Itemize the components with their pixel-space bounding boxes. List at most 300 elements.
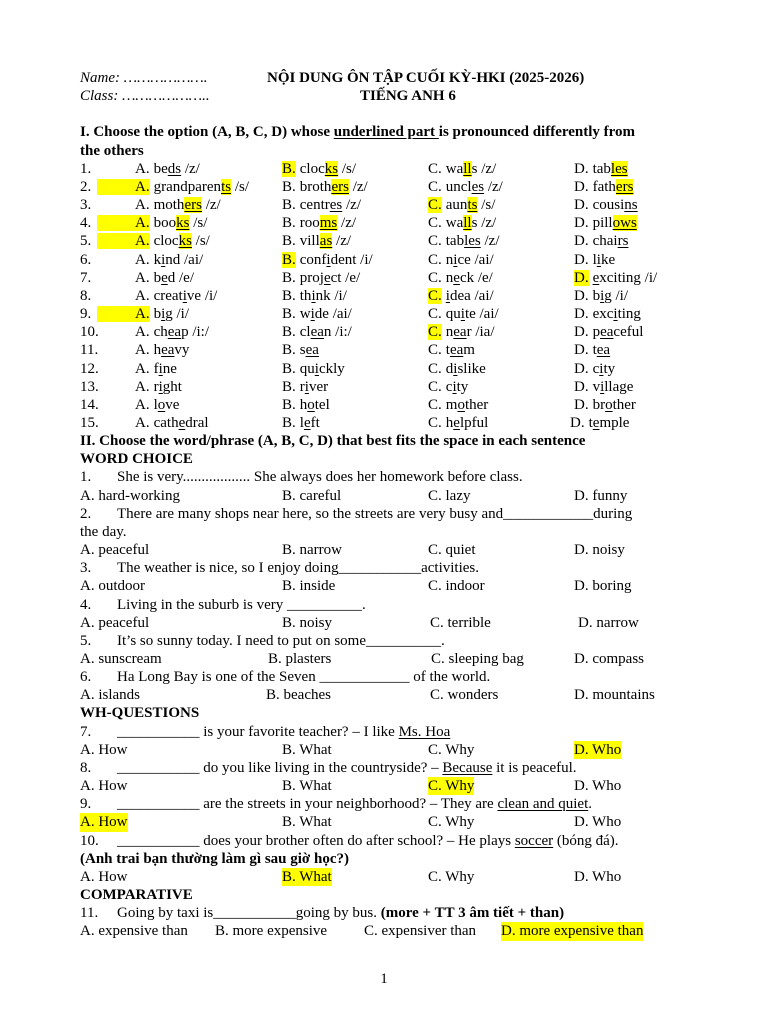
word-end: /z/	[342, 197, 361, 214]
question-text-part: Going by taxi is___________going by bus.	[117, 905, 381, 922]
option-letter: A.	[135, 251, 150, 268]
question-number: 8.	[80, 759, 92, 776]
option-letter: D.	[574, 306, 589, 323]
underlined-sound: ea	[596, 342, 611, 359]
word-start: n	[445, 269, 454, 286]
word-end: lpful	[459, 414, 489, 431]
word-end: ve	[165, 396, 180, 413]
word-start: fath	[592, 178, 616, 195]
answer-option	[282, 323, 352, 341]
answer-option	[282, 414, 320, 432]
option-letter: B.	[282, 414, 296, 431]
question-number: 5.	[80, 233, 92, 250]
answer-option	[135, 305, 189, 323]
underlined-sound: les	[464, 233, 481, 250]
option-letter: B.	[282, 233, 296, 250]
option-letter: B.	[282, 287, 296, 304]
question-text-part: There are many shops near here, so the streets are very busy and____________during	[117, 505, 633, 522]
subject-title: TIẾNG ANH 6	[360, 88, 456, 105]
word-start: b	[153, 306, 162, 323]
answer-option	[428, 196, 495, 214]
option-letter: B.	[282, 269, 296, 286]
option-letter: D.	[574, 233, 589, 250]
answer-option: C. quiet	[428, 542, 476, 559]
word-start: pill	[592, 215, 613, 232]
question-number: 9.	[80, 796, 92, 813]
word-end: tel	[314, 396, 330, 413]
answer-option	[282, 196, 361, 214]
page-title: NỘI DUNG ÔN TẬP CUỐI KỲ-HKI (2025-2026)	[267, 70, 585, 86]
option-letter: C.	[428, 233, 442, 250]
answer-option: C. Why	[428, 741, 475, 758]
page-number: 1	[380, 971, 388, 987]
option-row	[0, 396, 768, 414]
underlined-sound: ea	[310, 324, 324, 341]
answer-option: A. How	[80, 868, 128, 885]
answer-option	[574, 251, 615, 269]
question-text-part: soccer	[514, 832, 554, 849]
option-letter: B.	[282, 360, 296, 377]
answer-option: C. Why	[428, 868, 475, 885]
word-start: centr	[299, 197, 330, 214]
question-line	[0, 505, 768, 523]
translation-note	[0, 850, 768, 868]
options-row	[0, 868, 768, 886]
question-number: 9.	[80, 306, 92, 323]
answer-option: D. noisy	[574, 542, 625, 559]
word-end: m	[463, 342, 475, 359]
word-start: f	[153, 360, 159, 377]
answer-option: C. terrible	[430, 614, 491, 631]
document-body	[0, 69, 768, 941]
underlined-sound: ms	[319, 215, 338, 232]
question-text-part: Because	[442, 759, 493, 776]
answer-option	[282, 378, 328, 396]
answer-option: C. expensiver than	[364, 923, 477, 940]
word-end: ckly	[318, 360, 345, 377]
option-row	[0, 196, 768, 214]
underlined-sound: i	[453, 251, 458, 268]
word-end: d /e/	[167, 269, 195, 286]
question-number: 7.	[80, 269, 92, 286]
option-letter: B.	[282, 197, 296, 214]
answer-option: B. noisy	[282, 614, 333, 631]
question-number: 1.	[80, 469, 92, 486]
question-number: 10.	[80, 832, 99, 849]
underlined-sound: i	[310, 306, 315, 323]
option-row	[0, 378, 768, 396]
option-letter: A.	[97, 179, 150, 195]
word-start: l	[299, 414, 304, 431]
underlined-sound: o	[605, 396, 613, 413]
underlined-sound: i	[158, 378, 163, 395]
question-text-part: Ms. Hoa	[398, 723, 451, 740]
option-row	[0, 323, 768, 341]
question-text	[117, 668, 490, 686]
blank-line	[0, 105, 768, 123]
word-start: h	[153, 342, 162, 359]
section1-title-end: is pronounced differently from	[438, 124, 636, 141]
option-letter: A.	[135, 396, 150, 413]
answer-option	[574, 360, 615, 378]
word-start: l	[592, 251, 597, 268]
word-end: xciting /i/	[599, 269, 658, 286]
underlined-sound: ks	[178, 233, 192, 250]
underlined-sound: o	[157, 396, 166, 413]
answer-option	[282, 305, 352, 323]
answer-option	[282, 360, 345, 378]
answer-option: B. careful	[282, 487, 342, 504]
word-start: ch	[153, 324, 168, 341]
answer-option: C. Why	[428, 778, 475, 795]
answer-option	[135, 287, 217, 305]
question-text	[117, 505, 632, 523]
word-start: h	[445, 414, 454, 431]
answer-option	[282, 396, 330, 414]
answer-option	[574, 323, 643, 341]
answer-option	[428, 178, 503, 196]
answer-option	[428, 360, 486, 378]
question-line	[0, 559, 768, 577]
word-end: g /i/	[604, 287, 629, 304]
option-row	[0, 305, 768, 323]
answer-option	[428, 341, 475, 359]
option-letter: C.	[428, 306, 442, 323]
option-letter: C.	[428, 342, 442, 359]
option-row	[0, 287, 768, 305]
option-letter: B.	[282, 178, 296, 195]
word-start: uncl	[445, 178, 472, 195]
answer-option	[428, 251, 494, 269]
word-start: wa	[445, 215, 464, 232]
answer-option	[282, 269, 360, 287]
option-letter: D.	[574, 269, 589, 286]
word-end: /z/	[484, 178, 503, 195]
underlined-sound: ows	[612, 215, 637, 232]
section1-questions	[0, 160, 768, 432]
word-end: slike	[457, 360, 486, 377]
question-number: 6.	[80, 251, 92, 268]
answer-option	[135, 196, 221, 214]
option-row	[0, 269, 768, 287]
answer-option	[135, 396, 179, 414]
question-number: 6.	[80, 669, 92, 686]
underlined-sound: ks	[176, 215, 190, 232]
underlined-sound: ll	[463, 160, 472, 177]
word-start: w	[299, 306, 311, 323]
answer-option: B. plasters	[268, 651, 332, 667]
answer-option	[135, 414, 209, 432]
question-text-part: ___________ does your brother often do after school? – He plays	[117, 832, 515, 849]
answer-option: D. Who	[574, 814, 622, 831]
answer-option: D. Who	[574, 868, 622, 885]
option-letter: D.	[574, 360, 589, 377]
options-row	[0, 741, 768, 759]
option-letter: B.	[282, 342, 296, 359]
option-letter: B.	[282, 251, 296, 268]
underlined-sound: ll	[463, 215, 472, 232]
underlined-sound: ea	[167, 324, 182, 341]
answer-option	[574, 160, 628, 178]
word-end: ty	[456, 378, 469, 395]
question-number: 7.	[80, 723, 92, 740]
option-letter: A.	[135, 324, 150, 341]
word-start: be	[153, 160, 168, 177]
question-text-part: She is very.................. She always does her homework before class.	[117, 469, 523, 486]
word-end: dent /i/	[330, 251, 373, 268]
word-end: ty	[603, 360, 616, 377]
word-end: ther	[612, 396, 636, 413]
word-start: roo	[299, 215, 320, 232]
underlined-sound: i	[600, 287, 605, 304]
translation-note-text: (Anh trai bạn thường làm gì sau giờ học?)	[80, 850, 349, 867]
answer-option: D. compass	[574, 651, 644, 667]
group-heading	[0, 704, 768, 722]
word-start: qu	[445, 306, 461, 323]
options-row	[0, 777, 768, 795]
word-start: th	[299, 287, 312, 304]
underlined-sound: les	[610, 160, 628, 177]
underlined-sound: ea	[161, 342, 175, 359]
question-text-part: (bóng đá).	[553, 832, 619, 849]
word-start: b	[592, 287, 601, 304]
word-start: tab	[445, 233, 465, 250]
word-start: c	[592, 360, 600, 377]
answer-option	[428, 396, 488, 414]
word-end: s /z/	[471, 215, 497, 232]
answer-option	[282, 341, 319, 359]
question-text	[117, 795, 592, 813]
option-letter: B.	[282, 378, 296, 395]
word-start: h	[299, 396, 308, 413]
word-start: conf	[299, 251, 327, 268]
answer-option: B. narrow	[282, 542, 342, 559]
answer-option: D. more expensive than	[501, 923, 644, 940]
word-start: proj	[299, 269, 324, 286]
question-number: 14.	[80, 396, 99, 413]
question-number: 15.	[80, 414, 99, 431]
option-letter: A.	[135, 197, 150, 214]
option-letter: D.	[574, 178, 589, 195]
answer-option: C. Why	[428, 814, 475, 831]
word-start: tab	[592, 160, 611, 177]
question-text-part: ___________ are the streets in your neighborhood? – They are	[117, 796, 498, 813]
underlined-sound: i	[158, 360, 163, 377]
question-text-part: .	[588, 796, 593, 813]
word-end: p /i:/	[181, 324, 210, 341]
option-letter: C.	[428, 360, 442, 377]
word-start: cloc	[153, 233, 179, 250]
answer-option	[135, 378, 182, 396]
word-start: grandparen	[153, 178, 222, 195]
underlined-sound: i	[304, 378, 309, 395]
question-text-part: ___________ is your favorite teacher? – I like	[117, 723, 399, 740]
word-end: /z/	[480, 233, 500, 250]
question-text	[117, 723, 450, 741]
options-row	[0, 614, 768, 632]
answer-option: C. lazy	[428, 487, 471, 504]
underlined-sound: i	[311, 287, 316, 304]
question-text	[117, 832, 619, 850]
word-end: te /ai/	[464, 306, 499, 323]
word-end: ther	[464, 396, 489, 413]
underlined-sound: i	[182, 287, 187, 304]
answer-option	[282, 160, 356, 178]
word-start: d	[445, 360, 454, 377]
word-start: creat	[153, 287, 183, 304]
option-letter: B.	[282, 215, 296, 232]
word-end: ght	[162, 378, 182, 395]
word-start: b	[153, 269, 162, 286]
answer-option: C. indoor	[428, 578, 485, 595]
question-line	[0, 468, 768, 486]
word-start: cousi	[592, 197, 625, 214]
question-line	[0, 596, 768, 614]
question-text	[117, 596, 366, 614]
word-end: nd /ai/	[165, 251, 204, 268]
answer-option	[574, 287, 628, 305]
question-text	[117, 904, 564, 922]
option-letter: C.	[428, 251, 442, 268]
answer-option	[135, 323, 209, 341]
answer-option	[282, 214, 356, 232]
word-start: t	[588, 414, 593, 431]
section2-title-text: II. Choose the word/phrase (A, B, C, D) that best fits the space in each sentence	[80, 433, 586, 450]
question-line	[0, 668, 768, 686]
option-letter: A.	[135, 360, 150, 377]
word-start: p	[592, 324, 601, 341]
answer-option	[135, 178, 249, 196]
question-number: 3.	[80, 197, 92, 214]
answer-option: D. mountains	[574, 687, 655, 704]
underlined-sound: ea	[600, 324, 614, 341]
word-start: r	[299, 378, 305, 395]
header-line-class	[0, 87, 768, 105]
underlined-sound: e	[453, 269, 460, 286]
underlined-sound: i	[599, 360, 604, 377]
word-start: moth	[153, 197, 185, 214]
answer-option	[574, 196, 638, 214]
underlined-sound: o	[457, 396, 465, 413]
option-letter: D.	[574, 378, 589, 395]
answer-option	[135, 160, 200, 178]
underlined-sound: i	[452, 378, 457, 395]
word-start: aun	[445, 197, 468, 214]
option-letter: A.	[97, 306, 150, 322]
answer-option: A. peaceful	[80, 542, 150, 559]
group-heading	[0, 450, 768, 468]
option-letter: C.	[428, 287, 442, 304]
answer-option: A. islands	[80, 687, 140, 704]
question-text-part: (more + TT 3 âm tiết + than)	[380, 905, 565, 922]
word-end: /z/	[332, 233, 352, 250]
option-letter: D.	[574, 342, 589, 359]
group-heading	[0, 886, 768, 904]
word-start: br	[592, 396, 606, 413]
option-letter: B.	[282, 396, 296, 413]
option-row	[0, 341, 768, 359]
word-start: broth	[299, 178, 332, 195]
word-end: llage	[604, 378, 634, 395]
answer-option	[428, 414, 488, 432]
answer-option: B. inside	[282, 578, 336, 595]
word-start: c	[445, 378, 453, 395]
option-letter: A.	[135, 287, 150, 304]
option-letter: A.	[135, 414, 150, 431]
word-start: s	[299, 342, 306, 359]
underlined-sound: i	[326, 251, 331, 268]
question-line	[0, 632, 768, 650]
answer-option: B. What	[282, 741, 332, 758]
word-end: /z/	[201, 197, 221, 214]
underlined-sound: ea	[449, 342, 464, 359]
question-line	[0, 904, 768, 922]
options-row	[0, 541, 768, 559]
word-end: /s/	[477, 197, 496, 214]
word-end: g /i/	[165, 306, 190, 323]
underlined-sound: ea	[453, 324, 467, 341]
underlined-sound: e	[161, 269, 168, 286]
group-heading-text: WORD CHOICE	[80, 451, 193, 468]
option-letter: B.	[282, 306, 296, 323]
answer-option	[574, 305, 641, 323]
option-letter: A.	[135, 342, 150, 359]
option-letter: A.	[135, 160, 150, 177]
underlined-sound: es	[329, 197, 343, 214]
answer-option	[428, 287, 494, 305]
option-letter: D.	[574, 215, 589, 232]
word-start: t	[445, 342, 450, 359]
answer-option	[282, 178, 368, 196]
option-letter: B.	[282, 160, 296, 177]
underlined-sound: e	[453, 414, 460, 431]
answer-option	[135, 360, 177, 378]
word-end: /z/	[181, 160, 200, 177]
option-letter: C.	[428, 197, 442, 214]
word-start: vill	[299, 233, 320, 250]
question-number: 4.	[80, 215, 92, 232]
answer-option: D. funny	[574, 487, 628, 504]
answer-option: B. What	[282, 868, 332, 885]
option-row	[0, 251, 768, 269]
underlined-sound: ers	[615, 178, 634, 195]
section2-questions	[0, 450, 768, 940]
option-row	[0, 160, 768, 178]
answer-option	[282, 232, 351, 250]
answer-option: C. wonders	[430, 687, 499, 704]
option-letter: D.	[574, 396, 589, 413]
word-start: wa	[445, 160, 464, 177]
word-end: ft	[310, 414, 320, 431]
answer-option	[574, 269, 657, 287]
question-text-part: Ha Long Bay is one of the Seven ____________ of the world.	[117, 669, 491, 686]
option-letter: D.	[574, 251, 589, 268]
word-end: /s/	[231, 178, 250, 195]
section1-title-continued	[0, 142, 768, 160]
word-end: ce /ai/	[457, 251, 494, 268]
option-row	[0, 214, 768, 232]
question-text	[117, 559, 479, 577]
answer-option	[574, 178, 633, 196]
option-letter: C.	[428, 269, 442, 286]
section1-title	[0, 123, 768, 141]
underlined-sound: ers	[331, 178, 349, 195]
answer-option: B. more expensive	[215, 923, 328, 940]
answer-option: A. hard-working	[80, 487, 180, 504]
word-start: r	[153, 378, 159, 395]
underlined-sound: i	[596, 251, 601, 268]
answer-option: D. Who	[574, 741, 622, 758]
